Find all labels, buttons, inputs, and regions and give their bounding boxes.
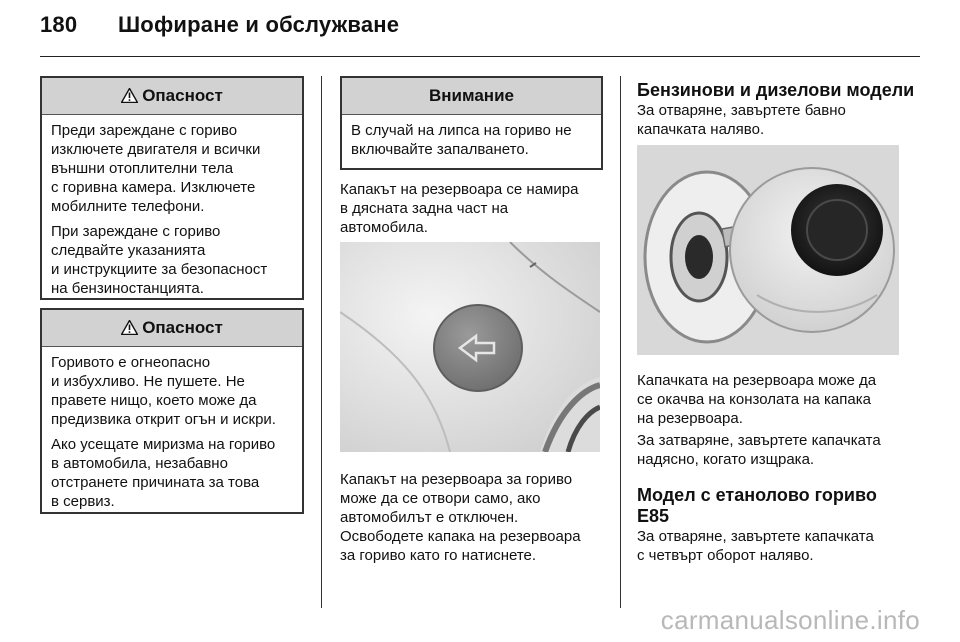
page-title: Шофиране и обслужване <box>118 12 400 37</box>
fuel-flap-photo <box>340 242 600 452</box>
warning-icon <box>121 312 138 348</box>
body-paragraph: Капакът на резервоара за гориво може да се отвори само, ако автомобилът е отключен. Освободете капака на резервоара за гориво като го натиснете. <box>340 471 581 564</box>
danger-title: Опасност <box>142 86 223 105</box>
page-number: 180 <box>40 12 78 37</box>
notice-box <box>340 76 603 170</box>
body-paragraph: За затваряне, завъртете капачката надясно, когато изщрака. <box>637 432 881 468</box>
section-heading: Бензинови и дизелови модели <box>637 80 915 100</box>
column-divider <box>321 76 322 608</box>
notice-box-body <box>342 115 601 165</box>
body-paragraph: За отваряне, завъртете капачката с четвърт оборот наляво. <box>637 528 874 564</box>
danger-paragraph: При зареждане с гориво следвайте указанията и инструкциите за безопасност на бензиностанцията. <box>51 223 268 297</box>
column-divider <box>620 76 621 608</box>
watermark: carmanualsonline.info <box>660 605 920 635</box>
notice-text: В случай на липса на гориво не включвайте запалването. <box>351 122 572 158</box>
danger-paragraph: Ако усещате миризма на гориво в автомобила, незабавно отстранете причината за това в сервиз. <box>51 436 276 510</box>
page-header <box>40 12 399 38</box>
danger-title: Опасност <box>142 318 223 337</box>
danger-box-header <box>42 78 302 115</box>
body-paragraph: Капакът на резервоара се намира в дясната задна част на автомобила. <box>340 181 579 236</box>
danger-box-body <box>42 347 302 517</box>
danger-box-header <box>42 310 302 347</box>
danger-paragraph: Горивото е огнеопасно и избухливо. Не пушете. Не правете нищо, което може да предизвика открит огън и искри. <box>51 354 276 428</box>
danger-box-body <box>42 115 302 304</box>
header-rule <box>40 56 920 57</box>
section-heading: Модел с етанолово гориво E85 <box>637 485 877 526</box>
body-paragraph: Капачката на резервоара може да се окачва на конзолата на капака на резервоара. <box>637 372 877 427</box>
danger-box <box>40 308 304 514</box>
notice-title: Внимание <box>429 86 514 105</box>
danger-paragraph: Преди зареждане с гориво изключете двигателя и всички външни отоплителни тела с горивна камера. Изключете мобилните телефони. <box>51 122 261 215</box>
body-paragraph: За отваряне, завъртете бавно капачката наляво. <box>637 102 846 138</box>
notice-box-header <box>342 78 601 115</box>
danger-box <box>40 76 304 300</box>
warning-icon <box>121 80 138 116</box>
fuel-cap-photo <box>637 145 899 355</box>
